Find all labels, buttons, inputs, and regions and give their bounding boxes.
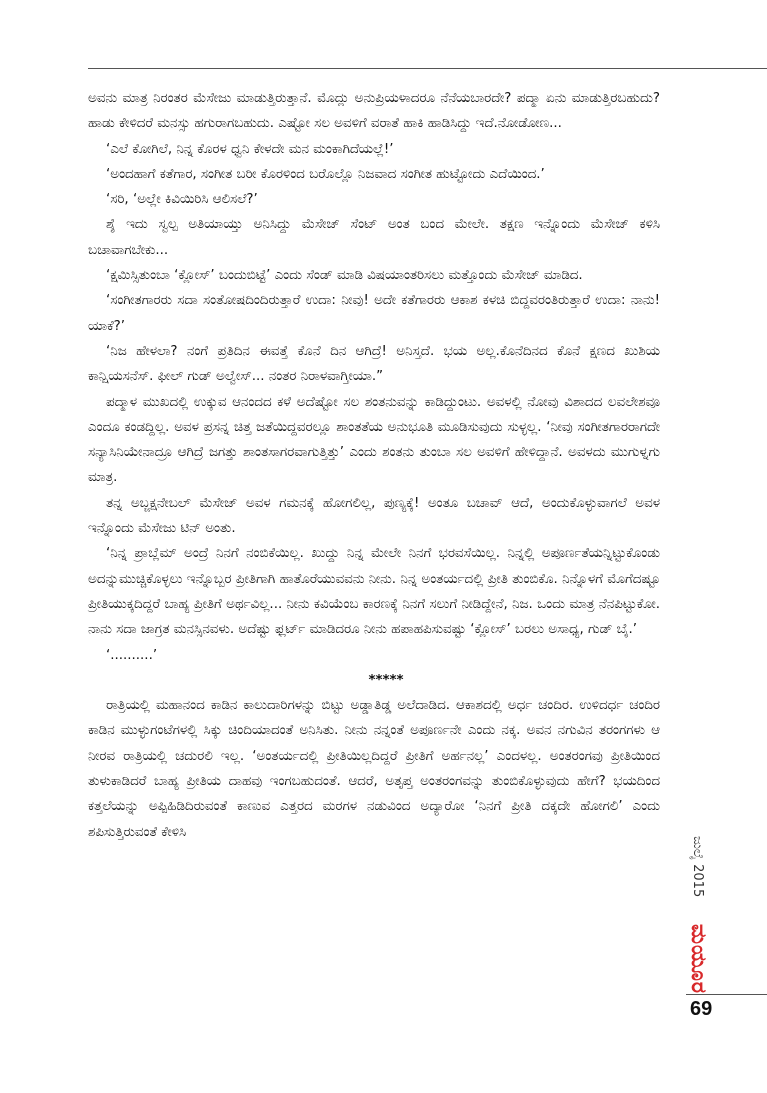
paragraph: ಅವನು ಮಾತ್ರ ನಿರಂತರ ಮೆಸೇಜು ಮಾಡುತ್ತಿರುತ್ತಾನೆ. ಮೊದ್ಲು ಅನುಪ್ರಿಯಳಾದರೂ ನೆನೆಯಬಾರದೇ? ಪದ್ಮಾ ಏನು ಮಾಡುತ್ತಿರಬಹುದು? ಹಾಡು ಕೇಳಿದರೆ ಮನಸ್ಸು ಹಗುರಾಗಬಹುದು. ಎಷ್ಟೋ ಸಲ ಅವಳಿಗೆ ವರಾತೆ ಹಾಕಿ ಹಾಡಿಸಿದ್ದು ಇದೆ.ನೋಡೋಣ... xyxy=(88,91,660,132)
paragraph: ‘ಎಲೆ ಕೋಗಿಲೆ, ನಿನ್ನ ಕೊರಳ ಧ್ವನಿ ಕೇಳದೇ ಮನ ಮಂಕಾಗಿದೆಯಲ್ಲೆ!’ xyxy=(106,141,394,157)
page-number-rule xyxy=(686,994,767,995)
story-text xyxy=(88,86,660,845)
paragraph: ರಾತ್ರಿಯಲ್ಲಿ ಮಹಾನಂದ ಕಾಡಿನ ಕಾಲುದಾರಿಗಳನ್ನು ಬಿಟ್ಟು ಅಡ್ಡಾತಿಡ್ಡ ಅಲೆದಾಡಿದ. ಆಕಾಶದಲ್ಲಿ ಅರ್ಧ ಚಂದಿರ. ಉಳಿದರ್ಧ ಚಂದಿರ ಕಾಡಿನ ಮುಳ್ಳುಗಂಟೆಗಳಲ್ಲಿ ಸಿಕ್ಕು ಚಿಂದಿಯಾದಂತೆ ಅನಿಸಿತು. ನೀನು ನನ್ನಂತೆ ಅಪೂರ್ಣನೇ ಎಂದು ನಕ್ಕ. ಅವನ ನಗುವಿನ ತರಂಗಗಳು ಆ ನೀರವ ರಾತ್ರಿಯಲ್ಲಿ ಚದುರಲಿ ಇಲ್ಲ. ‘ಅಂತರ್ಯದಲ್ಲಿ ಪ್ರೀತಿಯಿಲ್ಲದಿದ್ದರೆ ಪ್ರೀತಿಗೆ ಅರ್ಹನಲ್ಲ’ ಎಂದಳಲ್ಲ. ಅಂತರಂಗವು ಪ್ರೀತಿಯಿಂದ ತುಳುಕಾಡಿದರೆ ಬಾಹ್ಯ ಪ್ರೀತಿಯ ದಾಹವು ಇಂಗಬಹುದಂತೆ. ಆದರೆ, ಅತೃಪ್ತ ಅಂತರಂಗವನ್ನು ತುಂಬಿಕೊಳ್ಳುವುದು ಹೇಗೆ? ಭಯದಿಂದ ಕತ್ತಲೆಯನ್ನು ಅಪ್ಪಿಹಿಡಿದಿರುವಂತೆ ಕಾಣುವ ಎತ್ತರದ ಮರಗಳ ನಡುವಿಂದ ಅದ್ಯಾರೋ ‘ನಿನಗೆ ಪ್ರೀತಿ ದಕ್ಕದೇ ಹೋಗಲಿ’ ಎಂದು ಶಪಿಸುತ್ತಿರುವಂತೆ ಕೇಳಿಸಿ xyxy=(88,698,660,840)
paragraph: ‘ಅಂದಹಾಗೆ ಕತೆಗಾರ, ಸಂಗೀತ ಬರೀ ಕೊರಳಿಂದ ಬರೊಲ್ಲೊ ನಿಜವಾದ ಸಂಗೀತ ಹುಟ್ಟೋದು ಎದೆಯಿಂದ.’ xyxy=(106,166,545,182)
paragraph: ಶ್ಶೆ ಇದು ಸ್ವಲ್ಪ ಅತಿಯಾಯ್ತು ಅನಿಸಿದ್ದು ಮೆಸೇಜ್ ಸೆಂಟ್ ಅಂತ ಬಂದ ಮೇಲೇ. ತಕ್ಷಣ ಇನ್ನೊಂದು ಮೆಸೇಜ್ ಕಳಿಸಿ ಬಚಾವಾಗಬೇಕು... xyxy=(88,217,660,258)
paragraph: ಪದ್ಮಾಳ ಮುಖದಲ್ಲಿ ಉಕ್ಕುವ ಆನಂದದ ಕಳೆ ಅದೆಷ್ಟೋ ಸಲ ಶಂತನುವನ್ನು ಕಾಡಿದ್ದುಂಟು. ಅವಳಲ್ಲಿ ನೋವು ವಿಶಾದದ ಲವಲೇಶವೂ ಎಂದೂ ಕಂಡದ್ದಿಲ್ಲ. ಅವಳ ಪ್ರಸನ್ನ ಚಿತ್ತ ಜತೆಯಿದ್ದವರಲ್ಲೂ ಶಾಂತತೆಯ ಅನುಭೂತಿ ಮೂಡಿಸುವುದು ಸುಳ್ಳಲ್ಲ. ‘ನೀವು ಸಂಗೀತಗಾರರಾಗದೇ ಸನ್ಯಾಸಿನಿಯೇನಾದ್ರೂ ಆಗಿದ್ರೆ ಜಗತ್ತು ಶಾಂತಸಾಗರವಾಗುತ್ತಿತ್ತು’ ಎಂದು ಶಂತನು ತುಂಬಾ ಸಲ ಅವಳಿಗೆ ಹೇಳಿದ್ದಾನೆ. ಅವಳದು ಮುಗುಳ್ನಗು ಮಾತ್ರ. xyxy=(88,394,660,486)
paragraph: ‘..........’ xyxy=(106,647,158,663)
paragraph: ತನ್ನ ಅಬ್ಜಕ್ಷನೇಬಲ್ ಮೆಸೇಜ್ ಅವಳ ಗಮನಕ್ಕೆ ಹೋಗಲಿಲ್ಲ, ಪುಣ್ಯಕ್ಕೆ! ಅಂತೂ ಬಚಾವ್ ಆದೆ, ಅಂದುಕೊಳ್ಳುವಾಗಲೆ ಅವಳ ಇನ್ನೊಂದು ಮೆಸೇಜು ಟಿನ್ ಅಂತು. xyxy=(88,495,660,537)
issue-date: ಜುಲೈ 2015 xyxy=(690,836,705,898)
page-number: 69 xyxy=(690,998,713,1020)
paragraph: ‘ಸರಿ, ‘ಅಲ್ಲೇ ಕಿವಿಯಿರಿಸಿ ಆಲಿಸಲೆ?’ xyxy=(106,192,258,208)
paragraph: ‘ನಿಜ ಹೇಳಲಾ? ನಂಗೆ ಪ್ರತಿದಿನ ಈವತ್ತೆ ಕೊನೆ ದಿನ ಆಗಿದ್ರೆ! ಅನಿಸ್ತದೆ. ಭಯ ಅಲ್ಲ.ಕೊನೆದಿನದ ಕೊನೆ ಕ್ಷಣದ ಖುಶಿಯ ಕಾನ್ಷಿಯಸನೆಸ್. ಫೀಲ್ ಗುಡ್ ಅಲ್ವೇಸ್... ನಂತರ ನಿರಾಳವಾಗ್ತೀಯಾ.” xyxy=(88,343,660,385)
paragraph: ‘ಸಂಗೀತಗಾರರು ಸದಾ ಸಂತೋಷದಿಂದಿರುತ್ತಾರೆ ಉದಾ: ನೀವು! ಅದೇ ಕತೆಗಾರರು ಆಕಾಶ ಕಳಚಿ ಬಿದ್ದವರಂತಿರುತ್ತಾರೆ ಉದಾ: ನಾನು! ಯಾಕೆ?’ xyxy=(88,293,660,334)
paragraph: ‘ಕ್ಷಮಿಸ್ಸಿತುಂಬಾ ‘ಕ್ಲೋಸ್’ ಬಂದುಬಿಟ್ಟೆ’ ಎಂದು ಸೆಂಡ್ ಮಾಡಿ ವಿಷಯಾಂತರಿಸಲು ಮತ್ತೊಂದು ಮೆಸೇಜ್ ಮಾಡಿದ. xyxy=(106,268,583,284)
paragraph: ‘ನಿನ್ನ ಪ್ರಾಬ್ಲೆಮ್ ಅಂದ್ರೆ ನಿನಗೆ ನಂಬಿಕೆಯಿಲ್ಲ. ಖುದ್ದು ನಿನ್ನ ಮೇಲೇ ನಿನಗೆ ಭರವಸೆಯಿಲ್ಲ. ನಿನ್ನಲ್ಲಿ ಅಪೂರ್ಣತೆಯನ್ನಿಟ್ಟುಕೊಂಡು ಅದನ್ನುಮುಚ್ಚಿಕೊಳ್ಳಲು ಇನ್ನೊಬ್ಬರ ಪ್ರೀತಿಗಾಗಿ ಹಾತೊರೆಯುವವನು ನೀನು. ನಿನ್ನ ಅಂತರ್ಯದಲ್ಲಿ ಪ್ರೀತಿ ತುಂಬಿಕೊ. ನಿನ್ನೊಳಗೆ ಮೊಗೆದಷ್ಟೂ ಪ್ರೀತಿಯುಕ್ಕದಿದ್ದರೆ ಬಾಹ್ಯ ಪ್ರೀತಿಗೆ ಅರ್ಥವಿಲ್ಲ... ನೀನು ಕವಿಯೆಂಬ ಕಾರಣಕ್ಕೆ ನಿನಗೆ ಸಲುಗೆ ನೀಡಿದ್ದೇನೆ, ನಿಜ. ಒಂದು ಮಾತ್ರ ನೆನಪಿಟ್ಟುಕೋ. ನಾನು ಸದಾ ಜಾಗ್ರತ ಮನಸ್ಸಿನವಳು. ಅದೆಷ್ಟು ಫ್ಲರ್ಟ್ ಮಾಡಿದರೂ ನೀನು ಹಪಾಹಪಿಸುವಷ್ಟು ‘ಕ್ಲೋಸ್’ ಬರಲು ಅಸಾಧ್ಯ, ಗುಡ್ ಬೈ.’ xyxy=(88,546,660,638)
section-separator: ***** xyxy=(368,672,404,688)
top-rule xyxy=(88,68,767,69)
magazine-logo: ಮಯೂರ xyxy=(687,924,711,994)
